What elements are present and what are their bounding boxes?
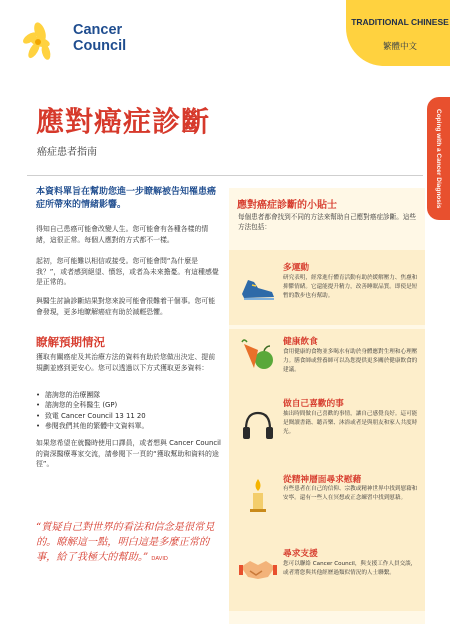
patient-quote — [36, 520, 226, 567]
candle-icon — [238, 475, 278, 515]
running-shoe-icon — [238, 266, 278, 306]
language-chinese: 繁體中文 — [382, 42, 417, 52]
info-source-list — [36, 390, 221, 431]
tip-heading: 從精神層面尋求慰藉 — [283, 475, 362, 485]
brand-line1: Cancer — [73, 22, 123, 38]
list-item: • 致電 Cancer Council 13 11 20 — [36, 411, 221, 421]
page-subtitle: 癌症患者指南 — [37, 147, 97, 158]
tips-intro: 每個患者都會找到不同的方法來幫助自己應對癌症診斷。這些方法包括： — [238, 213, 417, 231]
tip-text: 您可以聯絡 Cancer Council，與支援工作人員交談，或者將您與其他經歷過類似情況的人士聯繫。 — [283, 561, 417, 576]
tip-text: 有些患者在自己的信仰、宗教或精神世界中找到慰藉和安寧。還有一些人在冥想或正念練習中找到慰藉。 — [283, 486, 418, 501]
quote-author: DAVID — [151, 556, 168, 562]
language-tab — [346, 0, 450, 66]
tip-text: 研究表明，經常進行體育活動有助於緩解壓力、焦慮和抑鬱情緒。它還能提升精力，改善睡眠品質。即使是短暫的散步也有幫助。 — [283, 275, 418, 299]
divider — [27, 175, 423, 176]
page-title: 應對癌症診斷 — [36, 105, 211, 138]
tip-heading: 尋求支援 — [283, 549, 318, 559]
side-tab-text: Coping with a Cancer Diagnosis — [435, 108, 442, 209]
handshake-icon — [238, 549, 278, 589]
expect-heading: 瞭解預期情況 — [36, 335, 105, 349]
intro-paragraph-1: 得知自己患癌可能會改變人生。您可能會有各種各樣的情緒，這很正常。每個人應對的方式都不一樣。 — [36, 225, 209, 244]
language-english: TRADITIONAL CHINESE — [351, 17, 449, 27]
fruit-vegetable-icon — [238, 336, 278, 376]
tip-heading: 健康飲食 — [283, 337, 318, 347]
intro-paragraph-3: 與醫生討論診斷結果對您來說可能會很難着干個事。您可能會發現，更多地瞭解癌症有助於減輕恐懼。 — [36, 297, 216, 316]
side-tab — [427, 97, 450, 220]
intro-paragraph-2: 起初，您可能難以相信或接受。您可能會問“為什麼是我？”，或者感到絕望、憤怒，或者為未來擔憂。有這種感覺是正常的。 — [36, 257, 219, 286]
tip-text: 食用健康的食物並多喝水有助於身體應對生理和心理壓力。膳食師或營養師可以為您提供更多關於健康飲食的建議。 — [283, 349, 418, 373]
tip-heading: 做自己喜歡的事 — [283, 399, 344, 409]
expect-after-text: 如果您希望在就醫時使用口譯員，或者想與 Cancer Council 的資深醫療專家交流，請參閱下一頁的“獲取幫助和資料的途徑”。 — [36, 439, 221, 468]
tip-text: 抽出時間做自己喜歡的事情，讓自己感覺良好。這可能是閱讀書籍、聽音樂、沐浴或者是與朋友和家人共度時光。 — [283, 411, 418, 435]
brand-name — [73, 22, 126, 54]
cancer-council-daffodil-logo-icon — [20, 12, 76, 68]
brand-line2: Council — [73, 38, 127, 54]
list-item: • 諮詢您的治療團隊 — [36, 390, 221, 400]
quote-text: “質疑自己對世界的看法和信念是很常見的。瞭解這一點，明白這是多麼正常的事，給了我極大的幫助。” — [36, 522, 215, 563]
tip-heading: 多運動 — [283, 263, 310, 273]
list-item: • 參閱我們其他的繁體中文資料單。 — [36, 421, 221, 431]
expect-text: 獲取有關癌症及其治療方法的資料有助於您做出決定、提前規劃並感到更安心。您可以透過以下方式獲取更多資料： — [36, 353, 216, 372]
intro-lead: 本資料單旨在幫助您進一步瞭解被告知罹患癌症所帶來的情緒影響。 — [36, 187, 217, 210]
tips-title: 應對癌症診斷的小貼士 — [237, 200, 337, 211]
list-item: • 諮詢您的全科醫生 (GP) — [36, 400, 221, 410]
headphones-icon — [238, 405, 278, 445]
